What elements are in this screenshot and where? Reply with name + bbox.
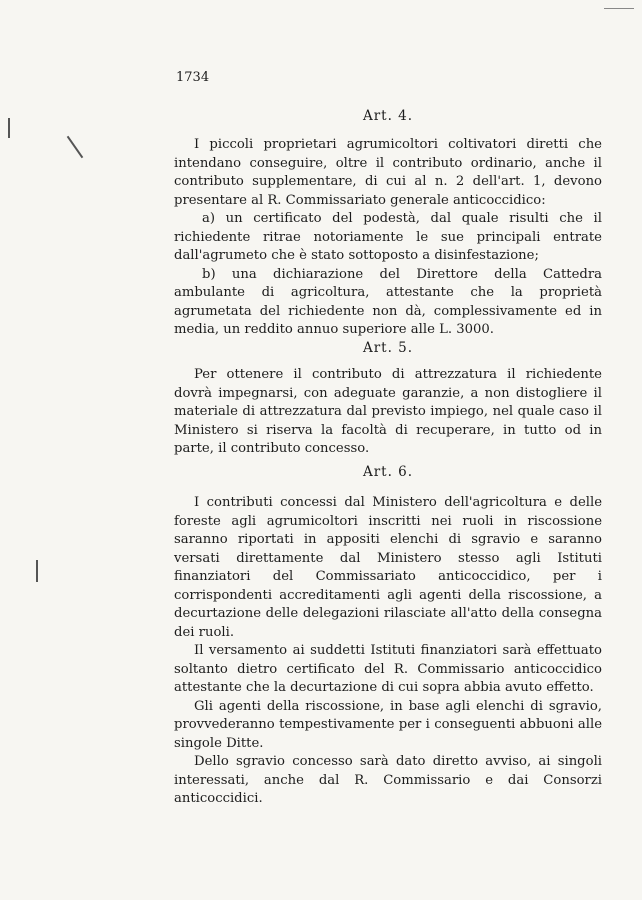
art5-heading: Art. 5. <box>362 340 414 356</box>
art6-heading: Art. 6. <box>362 464 414 480</box>
art6-paragraph-2: Il versamento ai suddetti Istituti finanziatori sarà effettuato soltanto dietro certificato del R. Commissario anticoccidico attestante che la decurtazione di cui sopra abbia avuto effetto. <box>174 643 602 695</box>
art4-item-a: a) un certificato del podestà, dal quale risulti che il richiedente ritrae notoriamente le sue principali entrate dall'agrumeto che è stato sottoposto a disinfestazione; <box>174 211 602 263</box>
scan-artifact <box>67 136 84 158</box>
art4-item-b: b) una dichiarazione del Direttore della Cattedra ambulante di agricoltura, attestante che la proprietà agrumetata del richiedente non dà, complessivamente ed in media, un reddito annuo superiore alle L. 3000. <box>174 266 602 337</box>
art4-heading: Art. 4. <box>362 108 414 124</box>
art5-body <box>174 366 602 459</box>
scan-artifact <box>36 560 38 582</box>
art6-paragraph-4: Dello sgravio concesso sarà dato diretto avviso, ai singoli interessati, anche dal R. Commissario e dai Consorzi anticoccidici. <box>174 754 602 806</box>
art5-text: Per ottenere il contributo di attrezzatura il richiedente dovrà impegnarsi, con adeguate garanzie, a non distogliere il materiale di attrezzatura dal previsto impiego, nel quale caso il Ministero si riserva la facoltà di recuperare, in tutto od in parte, il contributo concesso. <box>174 367 602 456</box>
art6-body <box>174 494 602 809</box>
scan-artifact <box>8 118 10 138</box>
scan-artifact <box>604 8 634 9</box>
art6-paragraph-1: I contributi concessi dal Ministero dell'agricoltura e delle foreste agli agrumicoltori inscritti nei ruoli in riscossione saranno riportati in appositi elenchi di sgravio e saranno versati direttamente dal Ministero stesso agli Istituti finanziatori del Commissariato anticoccidico, per i corrispondenti accreditamenti agli agenti della riscossione, a decurtazione delle delegazioni rilasciate all'atto della consegna dei ruoli. <box>174 495 602 640</box>
art4-body <box>174 136 602 340</box>
art6-paragraph-3: Gli agenti della riscossione, in base agli elenchi di sgravio, provvederanno tempestivamente per i conseguenti abbuoni alle singole Ditte. <box>174 698 602 751</box>
art4-intro: I piccoli proprietari agrumicoltori coltivatori diretti che intendano conseguire, oltre il contributo ordinario, anche il contributo supplementare, di cui al n. 2 dell'art. 1, devono presentare al R. Commissariato generale anticoccidico: <box>174 137 602 208</box>
page-number: 1734 <box>176 70 210 85</box>
